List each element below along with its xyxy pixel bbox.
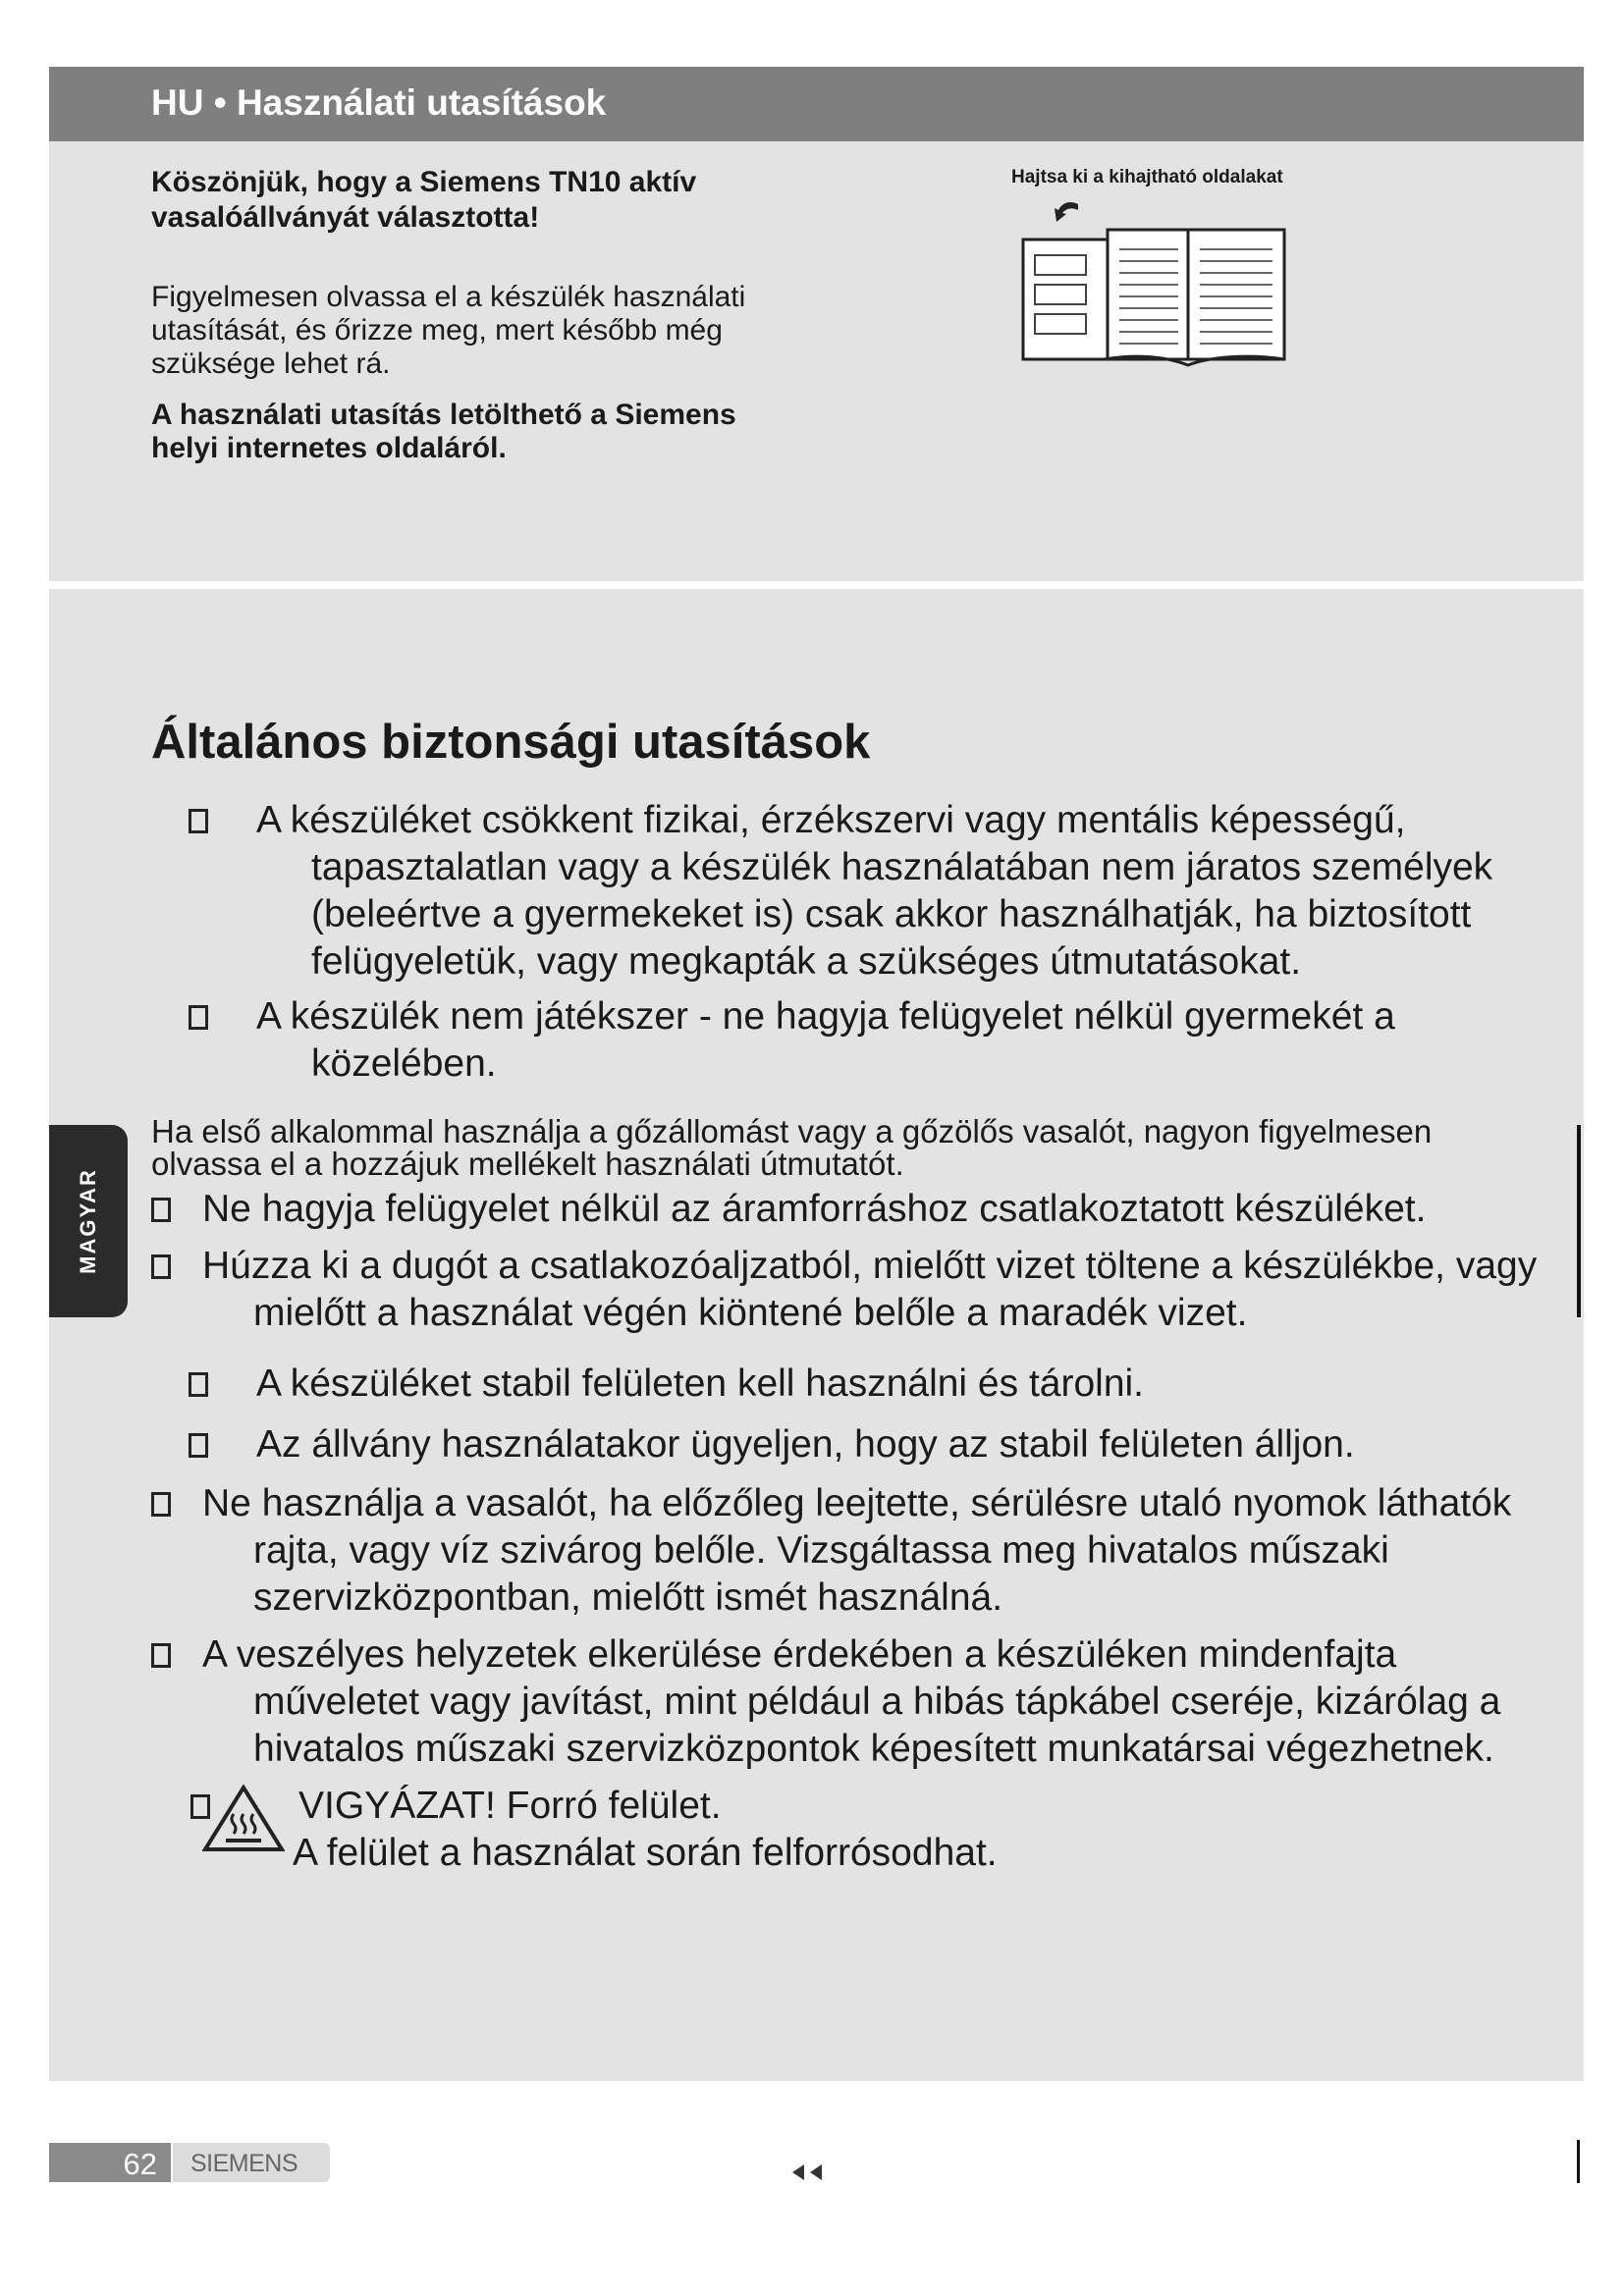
warning-title: VIGYÁZAT! Forró felület. xyxy=(298,1785,722,1827)
bullet-square-icon xyxy=(151,1255,171,1279)
header-bar xyxy=(49,67,1584,141)
bullet-square-icon xyxy=(151,1643,171,1668)
double-left-arrow-icon xyxy=(790,2163,828,2182)
margin-marker xyxy=(1577,1125,1581,1317)
list-item: A veszélyes helyzetek elkerülése érdekében a készüléken mindenfajta műveletet vagy javítást, mint például a hibás tápkábel cseréje, kizárólag a hivatalos műszaki szervizközpontok képesített munkatársai végezhetnek. xyxy=(151,1631,1545,1773)
open-booklet-icon xyxy=(1021,200,1286,369)
first-use-note: Ha első alkalommal használja a gőzállomást vagy a gőzölős vasalót, nagyon figyelmesen olvassa el a hozzájuk mellékelt használati útmutatót. xyxy=(151,1113,1433,1182)
download-note: A használati utasítás letölthető a Siemens helyi internetes oldaláról. xyxy=(151,399,736,464)
safety-panel xyxy=(49,589,1584,2081)
intro-paragraph: Figyelmesen olvassa el a készülék használati utasítását, és őrizze meg, mert később még szüksége lehet rá. xyxy=(151,281,746,380)
intro-panel xyxy=(49,141,1584,581)
section-title: Általános biztonsági utasítások xyxy=(151,716,871,769)
bullet-square-icon xyxy=(151,1492,171,1517)
hot-surface-warning xyxy=(190,1783,1172,1881)
list-item: Ne használja a vasalót, ha előzőleg leejtette, sérülésre utaló nyomok láthatók rajta, vagy víz szivárog belőle. Vizsgáltassa meg hivatalos műszaki szervizközpontban, mielőtt ismét használná. xyxy=(151,1480,1545,1622)
bullet-square-icon xyxy=(189,1005,208,1030)
bullet-square-icon xyxy=(189,1372,208,1397)
bullet-square-icon xyxy=(151,1198,171,1222)
warning-text: A felület a használat során felforrósodhat. xyxy=(293,1832,998,1874)
list-item: A készüléket stabil felületen kell használni és tárolni. xyxy=(190,1361,1545,1408)
fold-out-note: Hajtsa ki a kihajtható oldalakat xyxy=(1011,167,1283,187)
hot-surface-warning-icon xyxy=(202,1785,285,1853)
brand-name: SIEMENS xyxy=(190,2150,298,2177)
margin-marker xyxy=(1577,2140,1580,2183)
page-number-box xyxy=(49,2143,171,2182)
list-item: Ne hagyja felügyelet nélkül az áramforráshoz csatlakoztatott készüléket. xyxy=(151,1186,1545,1233)
list-item: A készülék nem játékszer - ne hagyja felügyelet nélkül gyermekét a közelében. xyxy=(190,993,1545,1088)
bullet-square-icon xyxy=(189,809,208,833)
bullet-square-icon xyxy=(189,1433,208,1458)
list-item: Az állvány használatakor ügyeljen, hogy az stabil felületen álljon. xyxy=(190,1421,1545,1468)
header-title: HU • Használati utasítások xyxy=(151,82,607,123)
intro-title: Köszönjük, hogy a Siemens TN10 aktív vasalóállványát választotta! xyxy=(151,166,697,234)
list-item: Húzza ki a dugót a csatlakozóaljzatból, mielőtt vizet töltene a készülékbe, vagy mielőtt a használat végén kiöntené belőle a maradék vizet. xyxy=(151,1243,1545,1337)
page-number: 62 xyxy=(123,2147,157,2181)
language-tab xyxy=(49,1125,128,1317)
brand-box xyxy=(173,2143,330,2182)
language-tab-label: MAGYAR xyxy=(76,1168,101,1274)
list-item: A készüléket csökkent fizikai, érzékszervi vagy mentális képességű, tapasztalatlan vagy a készülék használatában nem járatos személyek (beleértve a gyermekeket is) csak akkor használhatják, ha biztosított felügyeletük, vagy megkapták a szükséges útmutatásokat. xyxy=(190,797,1545,986)
